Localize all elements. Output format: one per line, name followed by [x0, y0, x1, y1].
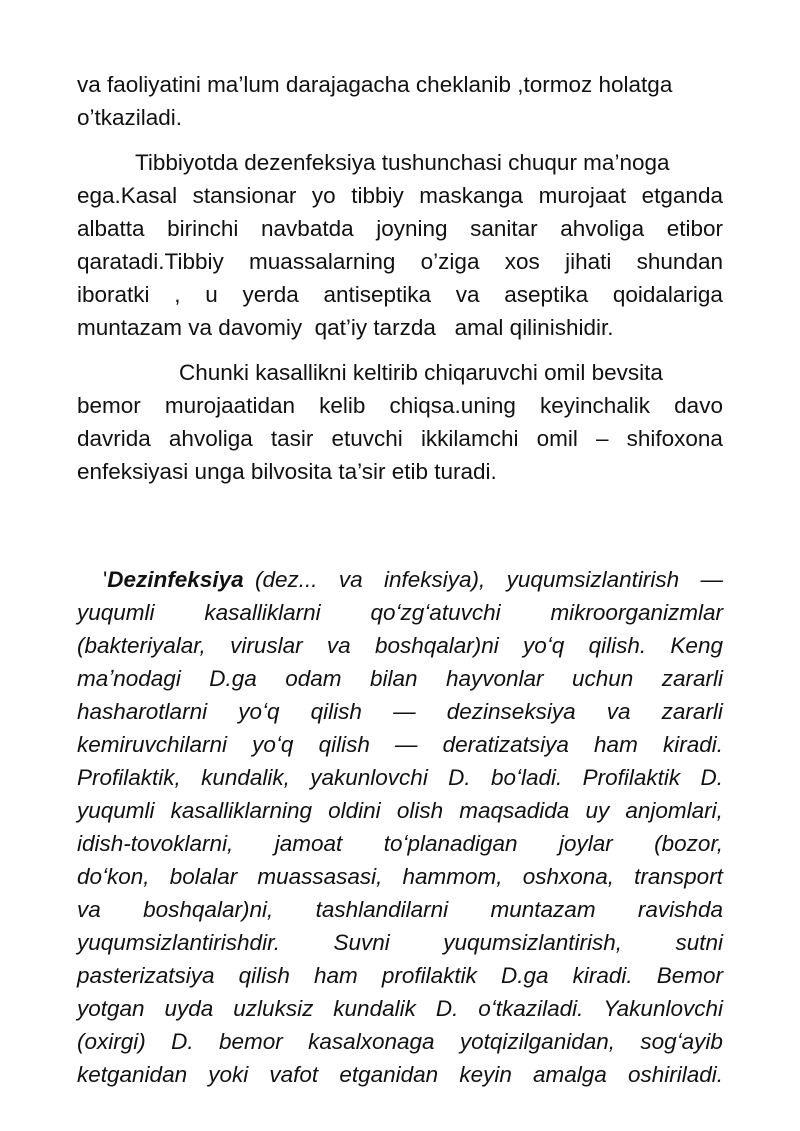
word: muassalarning: [249, 249, 396, 274]
word: maʼnodagi: [77, 666, 181, 691]
word: amalga: [533, 1062, 607, 1087]
paragraph2-line-5: [77, 278, 723, 311]
word: etibor: [666, 216, 723, 241]
word: uzluksiz: [233, 996, 314, 1021]
word: yo: [311, 183, 336, 208]
word: oʻtkaziladi.: [478, 996, 584, 1021]
word: yuqumli: [77, 798, 155, 823]
word: oldini: [328, 798, 381, 823]
definition-line-14: [77, 992, 723, 1025]
word: deratizatsiya: [442, 732, 569, 757]
word: joylar: [558, 831, 613, 856]
word: albatta: [77, 216, 145, 241]
word: yuqumsizlantirish: [506, 567, 680, 592]
word: tibbiy: [351, 183, 404, 208]
word: zararli: [661, 699, 723, 724]
word: kemiruvchilarni: [77, 732, 228, 757]
word: kasalxonaga: [308, 1029, 435, 1054]
word: shifoxona: [626, 426, 723, 451]
word: etganda: [641, 183, 723, 208]
word: qilish.: [588, 633, 647, 658]
definition-term: Dezinfeksiya: [107, 567, 244, 592]
word: navbatda: [261, 216, 354, 241]
word: uyda: [164, 996, 214, 1021]
word: etganidan: [339, 1062, 439, 1087]
word: ,: [174, 282, 181, 307]
word: murojaatidan: [164, 393, 295, 418]
word: qoʻzgʻatuvchi: [370, 600, 501, 625]
word: muntazam: [490, 897, 596, 922]
word: kelib: [319, 393, 366, 418]
word: ham: [594, 732, 638, 757]
word: bolalar: [169, 864, 238, 889]
definition-line-10: [77, 860, 723, 893]
definition-line-12: [77, 926, 723, 959]
word: aseptika: [504, 282, 589, 307]
definition-line-4: [77, 662, 723, 695]
definition-first-line-rest: [255, 563, 723, 596]
word: kiradi.: [662, 732, 723, 757]
word: iboratki: [77, 282, 150, 307]
word: joyning: [376, 216, 448, 241]
word: kundalik,: [201, 765, 290, 790]
word: D.ga: [209, 666, 257, 691]
word: kasalliklarni: [204, 600, 321, 625]
word: D.: [435, 996, 459, 1021]
word: tashlandilarni: [315, 897, 449, 922]
word: qilish: [310, 699, 362, 724]
word: (bozor,: [654, 831, 723, 856]
definition-line-7: [77, 761, 723, 794]
word: shundan: [636, 249, 723, 274]
word: ham: [314, 963, 358, 988]
word: u: [205, 282, 218, 307]
word: —: [393, 699, 416, 724]
word: murojaat: [538, 183, 627, 208]
word: va: [455, 282, 480, 307]
word: ketganidan: [77, 1062, 188, 1087]
word: hasharotlarni: [77, 699, 208, 724]
definition-line-3: [77, 629, 723, 662]
word: uchun: [571, 666, 634, 691]
word: stansionar: [192, 183, 297, 208]
word: bemor: [77, 393, 141, 418]
word: Profilaktik,: [77, 765, 181, 790]
definition-first-line: [103, 563, 723, 596]
word: odam: [285, 666, 342, 691]
word: Bemor: [656, 963, 723, 988]
word: anjomlari,: [625, 798, 723, 823]
word: ega.Kasal: [77, 183, 178, 208]
word: toʻplanadigan: [383, 831, 518, 856]
paragraph2-line-3: [77, 212, 723, 245]
paragraph3-line-1: Chunki kasallikni keltirib chiqaruvchi omil bevsita: [179, 360, 663, 385]
word: sutni: [675, 930, 723, 955]
word: olish: [396, 798, 444, 823]
word: keyin: [459, 1062, 512, 1087]
word: davrida: [77, 426, 151, 451]
word: xos: [504, 249, 540, 274]
definition-line-5: [77, 695, 723, 728]
word: tasir: [270, 426, 314, 451]
word: jamoat: [274, 831, 343, 856]
word: infeksiya),: [383, 567, 486, 592]
word: bilan: [369, 666, 418, 691]
word: hayvonlar: [445, 666, 544, 691]
word: boshqalar)ni: [374, 633, 499, 658]
word: boʻladi.: [490, 765, 563, 790]
word: profilaktik: [381, 963, 477, 988]
word: yuqumsizlantirishdir.: [77, 930, 280, 955]
paragraph3-line-4: enfeksiyasi unga bilvosita ta’sir etib turadi.: [77, 459, 497, 484]
word: maskanga: [419, 183, 524, 208]
word: davo: [674, 393, 723, 418]
word: D.: [700, 765, 723, 790]
word: qilish: [238, 963, 290, 988]
word: Suvni: [333, 930, 390, 955]
word: va: [326, 633, 351, 658]
word: Profilaktik: [582, 765, 681, 790]
word: antiseptika: [323, 282, 432, 307]
word: kiradi.: [572, 963, 633, 988]
word: D.: [448, 765, 471, 790]
word: kasalliklarning: [170, 798, 312, 823]
word: keyinchalik: [539, 393, 651, 418]
word: (bakteriyalar,: [77, 633, 206, 658]
word: chiqsa.uning: [389, 393, 516, 418]
word: yuqumli: [77, 600, 155, 625]
definition-line-16: [77, 1058, 723, 1091]
paragraph2-line-4: [77, 245, 723, 278]
word: yoki: [208, 1062, 249, 1087]
word: va: [606, 699, 631, 724]
word: (dez...: [255, 567, 318, 592]
word: —: [700, 567, 723, 592]
word: yotgan: [77, 996, 145, 1021]
word: D.ga: [500, 963, 549, 988]
word: yoʻq: [238, 699, 280, 724]
word: uy: [585, 798, 610, 823]
word: sogʻayib: [640, 1029, 723, 1054]
word: maqsadida: [459, 798, 570, 823]
word: bemor: [219, 1029, 283, 1054]
word: yoʻq: [523, 633, 565, 658]
word: omil: [536, 426, 578, 451]
word: boshqalar)ni,: [143, 897, 274, 922]
definition-line-13: [77, 959, 723, 992]
word: doʻkon,: [77, 864, 150, 889]
word: —: [394, 732, 418, 757]
word: muassasasi,: [257, 864, 383, 889]
word: zararli: [661, 666, 723, 691]
word: (oxirgi): [77, 1029, 146, 1054]
word: Keng: [670, 633, 723, 658]
word: qaratadi.Tibbiy: [77, 249, 224, 274]
word: yakunlovchi: [310, 765, 428, 790]
word: ikkilamchi: [420, 426, 519, 451]
word: D.: [171, 1029, 194, 1054]
word: qilish: [318, 732, 370, 757]
word: transport: [634, 864, 723, 889]
word: yuqumsizlantirish,: [443, 930, 623, 955]
word: vafot: [269, 1062, 319, 1087]
paragraph3-line-3: [77, 422, 723, 455]
word: ahvoliga: [168, 426, 253, 451]
word: yoʻq: [252, 732, 294, 757]
word: o’ziga: [420, 249, 480, 274]
definition-line-8: [77, 794, 723, 827]
word: viruslar: [230, 633, 303, 658]
definition-line-9: [77, 827, 723, 860]
word: qoidalariga: [612, 282, 723, 307]
definition-line-15: [77, 1025, 723, 1058]
word: sanitar: [470, 216, 538, 241]
word: –: [595, 426, 609, 451]
word: pasterizatsiya: [77, 963, 215, 988]
word: Yakunlovchi: [603, 996, 723, 1021]
word: jihati: [565, 249, 612, 274]
word: etuvchi: [331, 426, 403, 451]
word: oshiriladi.: [627, 1062, 723, 1087]
word: birinchi: [167, 216, 239, 241]
word: mikroorganizmlar: [550, 600, 723, 625]
paragraph2-line-1: Tibbiyotda dezenfeksiya tushunchasi chuqur ma’noga: [135, 150, 670, 175]
paragraph2-line-6: muntazam va davomiy qat’iy tarzda amal qilinishidir.: [77, 315, 614, 340]
definition-line-11: [77, 893, 723, 926]
paragraph1-line-2: o’tkaziladi.: [77, 105, 183, 130]
word: yotqizilganidan,: [459, 1029, 615, 1054]
word: ahvoliga: [560, 216, 645, 241]
word: va: [77, 897, 101, 922]
definition-line-6: [77, 728, 723, 761]
word: yerda: [242, 282, 299, 307]
quote-mark: ': [103, 567, 108, 592]
word: dezinseksiya: [446, 699, 576, 724]
definition-line-2: [77, 596, 723, 629]
word: va: [338, 567, 363, 592]
word: ravishda: [637, 897, 723, 922]
paragraph1-line-1: va faoliyatini ma’lum darajagacha cheklanib ,tormoz holatga: [77, 72, 673, 97]
paragraph3-line-2: [77, 389, 723, 422]
word: kundalik: [333, 996, 416, 1021]
paragraph2-line-2: [77, 179, 723, 212]
word: hammom,: [402, 864, 503, 889]
word: idish-tovoklarni,: [77, 831, 234, 856]
word: oshxona,: [522, 864, 615, 889]
